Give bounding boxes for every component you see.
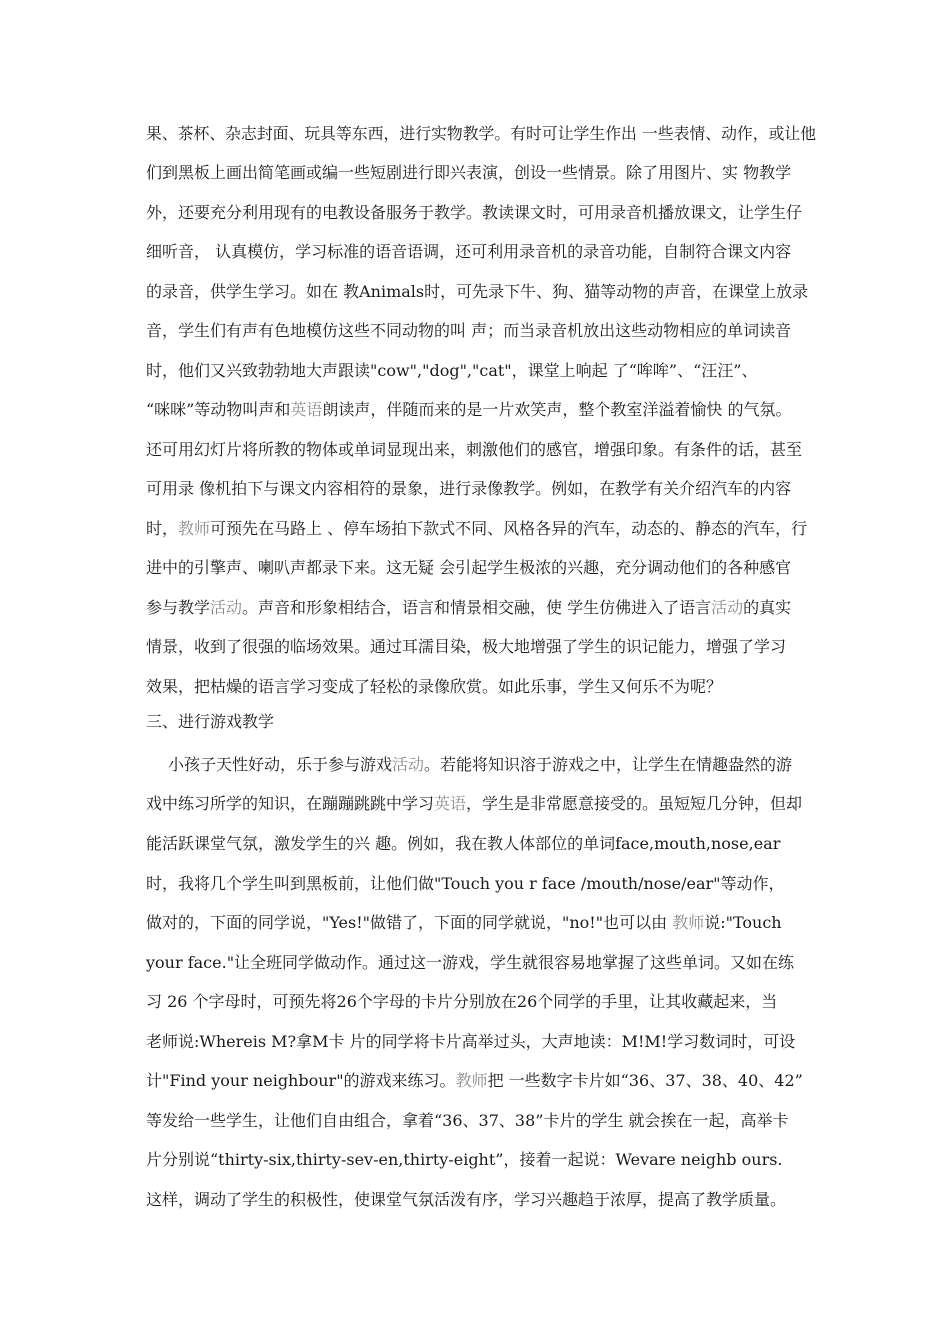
text-line: 能活跃课堂气氛，激发学生的兴 趣。例如，我在教人体部位的单词face,mouth,nose,ear [146, 834, 781, 853]
text-line: 这样，调动了学生的积极性，使课堂气氛活泼有序，学习兴趣趋于浓厚，提高了教学质量。 [146, 1190, 787, 1209]
text-line: 们到黑板上画出简笔画或编一些短剧进行即兴表演，创设一些情景。除了用图片、实 物教学 [146, 163, 792, 182]
text-line: 可用录 像机拍下与课文内容相符的景象，进行录像教学。例如，在教学有关介绍汽车的内容 [146, 479, 792, 498]
section-heading: 三、进行游戏教学 [146, 712, 275, 731]
text-line: “咪咪”等动物叫声和英语朗读声，伴随而来的是一片欢笑声，整个教室洋溢着愉快 的气氛。 [146, 400, 792, 419]
text-line: 时，他们又兴致勃勃地大声跟读"cow","dog","cat"，课堂上响起 了“哞哞”、“汪汪”、 [146, 361, 758, 380]
text-line: your face."让全班同学做动作。通过这一游戏，学生就很容易地掌握了这些单词。又如在练 [146, 953, 795, 972]
text-line: 音，学生们有声有色地模仿这些不同动物的叫 声；而当录音机放出这些动物相应的单词读音 [146, 321, 792, 340]
text-line: 计"Find your neighbour"的游戏来练习。教师把 一些数字卡片如“36、37、38、40、42” [146, 1071, 803, 1090]
text-line: 效果，把枯燥的语言学习变成了轻松的录像欣赏。如此乐事，学生又何乐不为呢？ [146, 677, 723, 696]
highlight-term: 活动 [392, 755, 425, 774]
text-line: 果、茶杯、杂志封面、玩具等东西，进行实物教学。有时可让学生作出 一些表情、动作，或让他 [146, 124, 817, 143]
highlight-term: 英语 [290, 400, 323, 419]
text-line: 片分别说“thirty-six,thirty-sev-en,thirty-eight”，接着一起说：Wevare neighb ours. [146, 1150, 783, 1169]
text-line: 等发给一些学生，让他们自由组合，拿着“36、37、38”卡片的学生 就会挨在一起，高举卡 [146, 1111, 789, 1130]
text-line: 的录音，供学生学习。如在 教Animals时，可先录下牛、狗、猫等动物的声音，在课堂上放录 [146, 282, 809, 301]
text-line: 做对的，下面的同学说，"Yes!"做错了，下面的同学就说，"no!"也可以由 教师说:"Touch [146, 913, 782, 932]
text-line: 习 26 个字母时，可预先将26个字母的卡片分别放在26个同学的手里，让其收藏起来，当 [146, 992, 778, 1011]
text-line: 小孩子天性好动，乐于参与游戏活动。若能将知识溶于游戏之中，让学生在情趣盎然的游 [168, 755, 793, 774]
text-line: 时，教师可预先在马路上 、停车场拍下款式不同、风格各异的汽车，动态的、静态的汽车，行 [146, 519, 808, 538]
text-line: 时，我将几个学生叫到黑板前，让他们做"Touch you r face /mouth/nose/ear"等动作， [146, 874, 785, 893]
highlight-term: 教师 [178, 519, 211, 538]
highlight-term: 教师 [672, 913, 705, 932]
highlight-term: 英语 [434, 794, 467, 813]
text-line: 细听音， 认真模仿，学习标准的语音语调，还可利用录音机的录音功能，自制符合课文内容 [146, 242, 792, 261]
text-line: 外，还要充分利用现有的电教设备服务于教学。教读课文时，可用录音机播放课文，让学生仔 [146, 203, 803, 222]
highlight-term: 活动 [210, 598, 243, 617]
text-line: 进中的引擎声、喇叭声都录下来。这无疑 会引起学生极浓的兴趣，充分调动他们的各种感官 [146, 558, 792, 577]
text-line: 还可用幻灯片将所教的物体或单词显现出来，刺激他们的感官，增强印象。有条件的话，甚至 [146, 440, 803, 459]
highlight-term: 教师 [455, 1071, 488, 1090]
text-line: 情景，收到了很强的临场效果。通过耳濡目染，极大地增强了学生的识记能力，增强了学习 [146, 637, 787, 656]
text-line: 戏中练习所学的知识，在蹦蹦跳跳中学习英语，学生是非常愿意接受的。虽短短几分钟，但却 [146, 794, 803, 813]
text-line: 参与教学活动。声音和形象相结合，语言和情景相交融，使 学生仿佛进入了语言活动的真实 [146, 598, 792, 617]
highlight-term: 活动 [711, 598, 744, 617]
text-line: 老师说:Whereis M?拿M卡 片的同学将卡片高举过头，大声地读：M!M!学习数词时，可设 [146, 1032, 796, 1051]
